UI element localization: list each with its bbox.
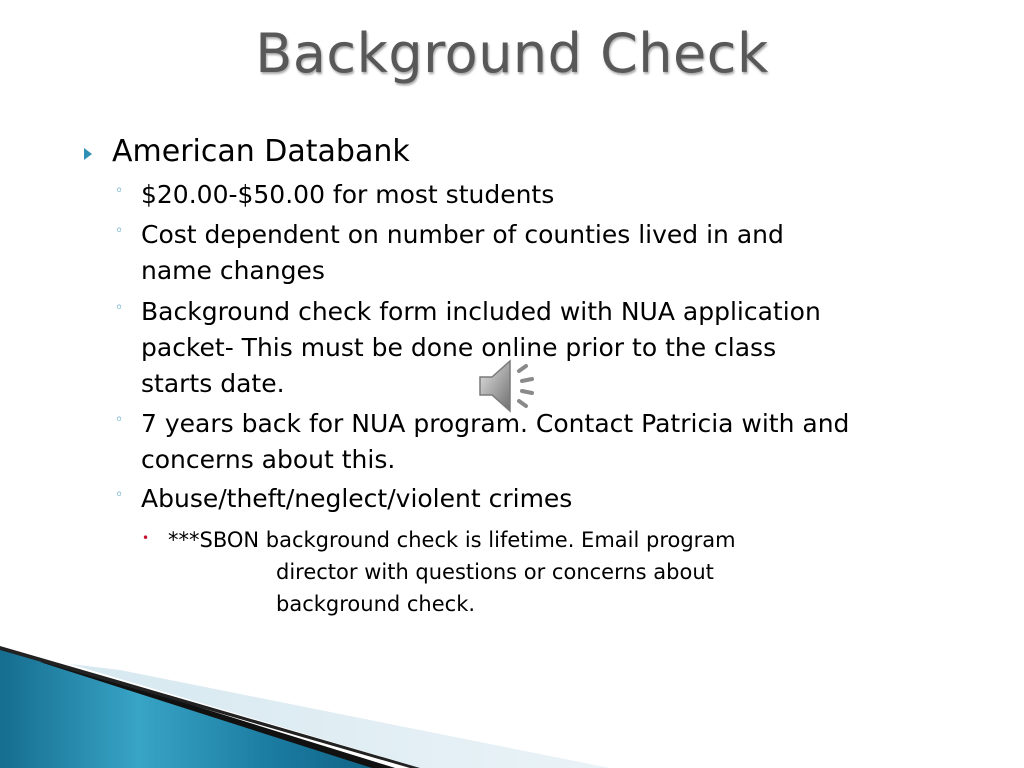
- line: 7 years back for NUA program. Contact Patricia with and: [141, 409, 850, 438]
- bullet-american-databank: American Databank: [112, 134, 410, 169]
- line: starts date.: [141, 369, 285, 398]
- circle-bullet-icon: ◦: [115, 183, 124, 199]
- circle-bullet-icon: ◦: [115, 487, 124, 503]
- line: Abuse/theft/neglect/violent crimes: [141, 484, 573, 513]
- line: concerns about this.: [141, 445, 396, 474]
- subsubitem-sbon-lifetime: [168, 524, 928, 620]
- line: background check.: [276, 592, 476, 616]
- circle-bullet-icon: ◦: [115, 300, 124, 316]
- circle-bullet-icon: ◦: [115, 223, 124, 239]
- line: Cost dependent on number of counties lived in and: [141, 220, 784, 249]
- line: packet- This must be done online prior to the class: [141, 333, 777, 362]
- line: $20.00-$50.00 for most students: [141, 180, 555, 209]
- small-bullet-icon: •: [142, 531, 150, 545]
- subitem-cost-range: [141, 177, 991, 213]
- line: name changes: [141, 256, 325, 285]
- line: director with questions or concerns about: [276, 560, 714, 584]
- subitem-cost-dependent: [141, 217, 991, 289]
- circle-bullet-icon: ◦: [115, 412, 124, 428]
- subitem-form-included: [141, 294, 991, 402]
- decorative-swoosh: [0, 640, 1024, 768]
- line: Background check form included with NUA application: [141, 297, 821, 326]
- slide-title: Background Check: [255, 22, 769, 85]
- line: ***SBON background check is lifetime. Email program: [168, 528, 736, 552]
- triangle-bullet-icon: [84, 148, 92, 160]
- subitem-seven-years: [141, 406, 991, 478]
- speaker-icon[interactable]: [474, 357, 548, 415]
- subitem-abuse-crimes: [141, 481, 991, 517]
